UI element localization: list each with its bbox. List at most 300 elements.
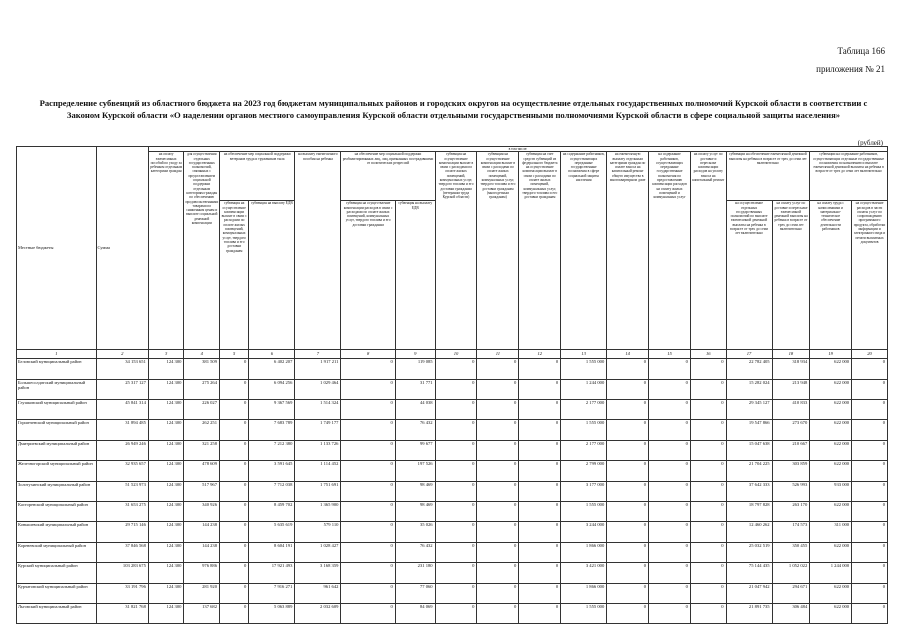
value-cell: 1 749 177 [295,420,341,440]
value-cell: 15 047 638 [726,440,772,460]
value-cell: 0 [690,440,726,460]
value-cell: 0 [341,502,395,522]
column-number: 14 [607,350,649,359]
table-body [17,350,888,624]
value-cell: 7 916 271 [249,583,295,603]
value-cell: 0 [649,563,691,583]
value-cell: 0 [341,481,395,501]
value-cell: 124 300 [148,583,184,603]
value-cell: 0 [220,440,249,460]
table-row [17,583,888,603]
value-cell: 0 [607,461,649,481]
value-cell: 75 144 435 [726,563,772,583]
value-cell: 1 917 211 [295,359,341,379]
value-cell: 0 [220,359,249,379]
column-number: 8 [341,350,395,359]
value-cell: 0 [607,522,649,542]
sum-cell: 45 841 314 [96,400,148,420]
value-cell: 262 251 [184,420,220,440]
table-row [17,502,888,522]
sum-cell: 37 846 568 [96,542,148,562]
value-cell: 76 432 [395,420,435,440]
value-cell: 0 [435,583,477,603]
value-cell: 21 891 735 [726,603,772,623]
col-header-14: на ежемесячную выплату отдельным категориям граждан по оплате взноса на капитальный ремонт общего имущества в многоквартирном доме [607,152,649,350]
value-cell: 124 300 [148,420,184,440]
value-cell: 0 [519,502,561,522]
value-cell: 0 [477,440,519,460]
sum-cell: 26 949 246 [96,440,148,460]
value-cell: 0 [852,461,888,481]
value-cell: 1 555 000 [561,359,607,379]
budget-name-cell: Льговский муниципальный район [17,603,97,623]
value-cell: 0 [477,379,519,399]
value-cell: 7 712 038 [249,481,295,501]
value-cell: 1 866 000 [561,583,607,603]
value-cell: 18 797 828 [726,502,772,522]
value-cell: 1 555 000 [561,502,607,522]
value-cell: 306 484 [772,603,810,623]
col-header-15: на содержание работников, осуществляющих переданные государственные полномочия по предоставлению компенсации расходов на оплату жилых помещений и коммунальных услуг [649,152,691,350]
value-cell: 0 [690,461,726,481]
value-cell: 44 038 [395,400,435,420]
value-cell: 1 555 000 [561,420,607,440]
value-cell: 0 [607,502,649,522]
value-cell: 622 000 [810,603,852,623]
table-row [17,481,888,501]
value-cell: 1 052 022 [772,563,810,583]
value-cell: 263 170 [772,502,810,522]
value-cell: 0 [852,379,888,399]
value-cell: 0 [220,502,249,522]
units-label: (рублей) [857,139,883,147]
column-number: 19 [810,350,852,359]
table-row [17,400,888,420]
value-cell: 0 [852,400,888,420]
sum-cell: 32 935 657 [96,461,148,481]
value-cell: 0 [435,542,477,562]
column-number: 2 [96,350,148,359]
budget-name-cell: Кореневский муниципальный район [17,542,97,562]
value-cell: 0 [477,420,519,440]
sum-cell: 31 894 485 [96,420,148,440]
value-cell: 0 [690,481,726,501]
value-cell: 311 000 [810,522,852,542]
value-cell: 0 [435,420,477,440]
value-cell: 1 244 000 [561,379,607,399]
group-header-staff: субвенции на содержание работников, осуществляющих отдельные государственные полномочия по назначению и выплате ежемесячной денежной выплаты на ребенка в возрасте от трех до семи лет включительно [810,152,888,201]
value-cell: 0 [519,603,561,623]
value-cell: 0 [435,359,477,379]
value-cell: 124 300 [148,359,184,379]
value-cell: 0 [435,481,477,501]
value-cell: 2 177 000 [561,400,607,420]
budget-name-cell: Глушковский муниципальный район [17,400,97,420]
value-cell: 1 028 427 [295,542,341,562]
value-cell: 0 [607,563,649,583]
value-cell: 1 555 000 [561,603,607,623]
value-cell: 478 609 [184,461,220,481]
value-cell: 1 751 691 [295,481,341,501]
value-cell: 0 [341,603,395,623]
value-cell: 517 967 [184,481,220,501]
value-cell: 17 921 493 [249,563,295,583]
value-cell: 119 085 [395,359,435,379]
document-title: Распределение субвенций из областного бюджета на 2023 год бюджетам муниципальных районов и городских округов на осуществление отдельных государственных полномочий Курской области в соответствии с Законом Курской области «О наделении органов местного самоуправления Курской области отдельными государственными полномочиями Курской области в сфере социальной защиты населения» [39,98,868,120]
value-cell: 0 [649,522,691,542]
value-cell: 340 926 [184,502,220,522]
budget-name-cell: Касторенский муниципальный район [17,502,97,522]
budget-name-cell: Горшеченский муниципальный район [17,420,97,440]
value-cell: 622 000 [810,379,852,399]
value-cell: 21 704 225 [726,461,772,481]
value-cell: 3 244 000 [561,522,607,542]
value-cell: 0 [341,359,395,379]
value-cell: 0 [649,440,691,460]
subsidy-table [16,146,888,624]
value-cell: 8 459 702 [249,502,295,522]
budget-name-cell: Большесолдатский муниципальный район [17,379,97,399]
col-header-6: субвенция на выплату ЕДВ [249,201,295,350]
value-cell: 622 000 [810,461,852,481]
value-cell: 124 300 [148,542,184,562]
value-cell: 0 [477,563,519,583]
group-header-rehabilitated: на обеспечение мер социальной поддержки реабилитированных лиц, лиц, признанных пострадавшими от политических репрессий [341,152,435,201]
value-cell: 3 591 645 [249,461,295,481]
value-cell: 0 [649,583,691,603]
table-row [17,461,888,481]
value-cell: 976 886 [184,563,220,583]
value-cell: 1 514 324 [295,400,341,420]
value-cell: 0 [852,440,888,460]
value-cell: 21 047 942 [726,583,772,603]
table-row [17,542,888,562]
budget-name-cell: Беловский муниципальный район [17,359,97,379]
col-header-10: субвенция на осуществление компенсации выплат в связи с расходами по оплате жилых помещений, коммунальных услуг, твердого топлива и его доставки гражданам (ветеранам труда Курской области) [435,152,477,350]
budget-name-cell: Золотухинский муниципальный район [17,481,97,501]
value-cell: 124 300 [148,563,184,583]
sum-cell: 103 283 675 [96,563,148,583]
table-row [17,522,888,542]
col-header-18: на оплату услуг по доставке и пересылке ежемесячной денежной выплаты на ребенка в возрасте от трех до семи лет включительно [772,201,810,350]
value-cell: 197 526 [395,461,435,481]
value-cell: 0 [690,542,726,562]
table-row [17,563,888,583]
value-cell: 2 177 000 [561,440,607,460]
column-number: 3 [148,350,184,359]
col-header-sum: Сумма [96,147,148,350]
value-cell: 0 [607,400,649,420]
value-cell: 622 000 [810,400,852,420]
column-number: 5 [220,350,249,359]
table-number: Таблица 166 [837,46,885,56]
value-cell: 124 300 [148,603,184,623]
value-cell: 124 300 [148,440,184,460]
value-cell: 0 [607,379,649,399]
value-cell: 99 677 [395,440,435,460]
value-cell: 0 [690,583,726,603]
value-cell: 0 [519,481,561,501]
value-cell: 35 026 [395,522,435,542]
value-cell: 144 238 [184,542,220,562]
value-cell: 76 432 [395,542,435,562]
col-header-11: субвенция на осуществление компенсации выплат в связи с расходами по оплате жилых помещений, коммунальных услуг, твердого топлива и его доставки гражданам (многодетным гражданам) [477,152,519,350]
annex-reference: приложения № 21 [816,64,885,74]
value-cell: 0 [607,603,649,623]
col-header-name: Местные бюджеты [17,147,97,350]
value-cell: 622 000 [810,359,852,379]
col-header-7: на выплату ежемесячного пособия на ребенка [295,152,341,350]
column-number: 7 [295,350,341,359]
value-cell: 0 [477,583,519,603]
col-header-16: на оплату услуг по доставке и пересылке компенсации расходов на уплату взноса на капитальный ремонт [690,152,726,350]
table-row [17,420,888,440]
col-header-3: на оплату ежемесячных пособий по уходу за ребенком отдельным категориям граждан [148,152,184,350]
value-cell: 124 300 [148,502,184,522]
value-cell: 0 [220,400,249,420]
value-cell: 0 [477,359,519,379]
sum-cell: 31 821 768 [96,603,148,623]
value-cell: 0 [607,359,649,379]
column-number: 1 [17,350,97,359]
table-row [17,440,888,460]
value-cell: 0 [607,420,649,440]
value-cell: 0 [852,502,888,522]
value-cell: 275 264 [184,379,220,399]
value-cell: 19 547 866 [726,420,772,440]
budget-name-cell: Дмитриевский муниципальный район [17,440,97,460]
value-cell: 0 [220,603,249,623]
value-cell: 5 635 619 [249,522,295,542]
budget-name-cell: Железногорский муниципальный район [17,461,97,481]
value-cell: 84 069 [395,603,435,623]
value-cell: 0 [341,400,395,420]
value-cell: 0 [435,563,477,583]
column-number: 11 [477,350,519,359]
col-header-20: на осуществление расходов в части оплаты услуг по сопровождению программного продукта, обработки информации и электронного вида и печати выплатных документов [852,201,888,350]
value-cell: 1 866 000 [561,542,607,562]
value-cell: 7 212 380 [249,440,295,460]
value-cell: 0 [519,420,561,440]
value-cell: 321 258 [184,440,220,460]
sum-cell: 33 191 796 [96,583,148,603]
value-cell: 12 460 262 [726,522,772,542]
value-cell: 0 [220,563,249,583]
column-number: 20 [852,350,888,359]
budget-name-cell: Конышевский муниципальный район [17,522,97,542]
value-cell: 579 110 [295,522,341,542]
value-cell: 0 [690,502,726,522]
value-cell: 0 [341,420,395,440]
value-cell: 3 177 000 [561,481,607,501]
value-cell: 622 000 [810,542,852,562]
value-cell: 0 [435,502,477,522]
value-cell: 0 [852,420,888,440]
column-number: 18 [772,350,810,359]
value-cell: 25 032 519 [726,542,772,562]
value-cell: 0 [852,481,888,501]
sum-cell: 25 317 127 [96,379,148,399]
value-cell: 0 [477,461,519,481]
value-cell: 124 300 [148,400,184,420]
value-cell: 0 [519,542,561,562]
value-cell: 124 300 [148,461,184,481]
value-cell: 0 [220,542,249,562]
value-cell: 0 [477,481,519,501]
value-cell: 281 920 [184,583,220,603]
value-cell: 0 [435,440,477,460]
value-cell: 0 [690,400,726,420]
value-cell: 0 [690,603,726,623]
column-number: 17 [726,350,772,359]
table-row [17,379,888,399]
value-cell: 0 [690,420,726,440]
value-cell: 1 029 464 [295,379,341,399]
value-cell: 0 [341,440,395,460]
value-cell: 213 948 [772,379,810,399]
sum-cell: 34 153 651 [96,359,148,379]
table-row [17,603,888,623]
value-cell: 933 000 [810,481,852,501]
value-cell: 0 [649,420,691,440]
value-cell: 2 032 609 [295,603,341,623]
value-cell: 318 934 [772,359,810,379]
col-header-17: на осуществление отдельных государственных полномочий по выплате ежемесячной денежной выплаты на ребенка в возрасте от трех до семи лет включительно [726,201,772,350]
value-cell: 0 [649,379,691,399]
value-cell: 294 671 [772,583,810,603]
column-number: 6 [249,350,295,359]
value-cell: 0 [477,522,519,542]
budget-name-cell: Курский муниципальный район [17,563,97,583]
value-cell: 0 [690,359,726,379]
value-cell: 0 [220,420,249,440]
col-header-including: в том числе: [148,147,887,152]
value-cell: 622 000 [810,420,852,440]
column-number-row [17,350,888,359]
value-cell: 2 799 000 [561,461,607,481]
value-cell: 0 [435,400,477,420]
value-cell: 0 [607,542,649,562]
value-cell: 0 [220,583,249,603]
value-cell: 0 [341,583,395,603]
value-cell: 3 168 359 [295,563,341,583]
value-cell: 98 469 [395,481,435,501]
value-cell: 0 [852,583,888,603]
value-cell: 226 027 [184,400,220,420]
value-cell: 622 000 [810,583,852,603]
value-cell: 8 604 191 [249,542,295,562]
column-number: 4 [184,350,220,359]
value-cell: 0 [690,379,726,399]
sum-cell: 51 523 973 [96,481,148,501]
value-cell: 0 [435,461,477,481]
sum-cell: 29 715 146 [96,522,148,542]
value-cell: 0 [519,400,561,420]
value-cell: 0 [220,481,249,501]
column-number: 13 [561,350,607,359]
value-cell: 0 [690,563,726,583]
value-cell: 0 [607,440,649,460]
value-cell: 961 642 [295,583,341,603]
value-cell: 6 402 207 [249,359,295,379]
col-header-5: субвенция на осуществление компенсации выплат в связи с расходами по оплате жилых помещений, коммунальных услуг, твердого топлива и его доставки гражданам [220,201,249,350]
value-cell: 622 000 [810,440,852,460]
value-cell: 0 [341,542,395,562]
column-number: 16 [690,350,726,359]
value-cell: 0 [477,542,519,562]
col-header-4: для осуществления отдельных государственных полномочий, связанных с предоставлением социальной поддержки отдельным категориям граждан по обеспечению продовольственными товарами по сниженным ценам и выплате социальной денежной компенсации [184,152,220,350]
value-cell: 210 667 [772,440,810,460]
value-cell: 124 300 [148,522,184,542]
value-cell: 174 573 [772,522,810,542]
value-cell: 303 859 [772,461,810,481]
value-cell: 1 365 900 [295,502,341,522]
value-cell: 0 [435,603,477,623]
table-row [17,359,888,379]
col-header-12: субвенция на счет средств субвенций из федерального бюджета на осуществление компенсации выплат в связи с расходами по оплате жилых помещений, коммунальных услуг, твердого топлива и его доставки гражданам [519,152,561,350]
value-cell: 77 060 [395,583,435,603]
column-number: 12 [519,350,561,359]
value-cell: 0 [341,379,395,399]
value-cell: 0 [649,603,691,623]
value-cell: 0 [649,502,691,522]
value-cell: 0 [649,359,691,379]
value-cell: 15 282 024 [726,379,772,399]
col-header-19: на оплату труда с начислениями и материально-техническое обеспечение деятельности работников [810,201,852,350]
value-cell: 231 180 [395,563,435,583]
value-cell: 9 367 569 [249,400,295,420]
value-cell: 1 133 726 [295,440,341,460]
value-cell: 22 782 405 [726,359,772,379]
value-cell: 0 [477,603,519,623]
value-cell: 0 [607,481,649,501]
value-cell: 0 [519,461,561,481]
value-cell: 0 [477,502,519,522]
value-cell: 98 469 [395,502,435,522]
sum-cell: 31 653 275 [96,502,148,522]
value-cell: 0 [220,522,249,542]
value-cell: 0 [519,522,561,542]
value-cell: 0 [341,563,395,583]
value-cell: 144 238 [184,522,220,542]
value-cell: 124 300 [148,379,184,399]
column-number: 10 [435,350,477,359]
value-cell: 526 993 [772,481,810,501]
value-cell: 0 [519,379,561,399]
value-cell: 3 421 000 [561,563,607,583]
value-cell: 0 [649,461,691,481]
value-cell: 0 [435,379,477,399]
value-cell: 0 [852,522,888,542]
value-cell: 0 [852,603,888,623]
value-cell: 410 833 [772,400,810,420]
value-cell: 273 670 [772,420,810,440]
value-cell: 137 682 [184,603,220,623]
group-header-child-payment: субвенции на обеспечение ежемесячной денежной выплаты на ребенка в возрасте от трех до семи лет включительно [726,152,810,201]
value-cell: 0 [519,583,561,603]
col-header-13: на содержание работников, осуществляющих переданные государственные полномочия в сфере социальной защиты населения [561,152,607,350]
value-cell: 124 300 [148,481,184,501]
value-cell: 1 114 452 [295,461,341,481]
value-cell: 31 771 [395,379,435,399]
column-number: 15 [649,350,691,359]
value-cell: 0 [649,400,691,420]
value-cell: 381 509 [184,359,220,379]
group-header-veterans: на обеспечение мер социальной поддержки ветеранов труда и тружеников тыла [220,152,295,201]
value-cell: 6 094 256 [249,379,295,399]
value-cell: 0 [690,522,726,542]
value-cell: 1 244 000 [810,563,852,583]
